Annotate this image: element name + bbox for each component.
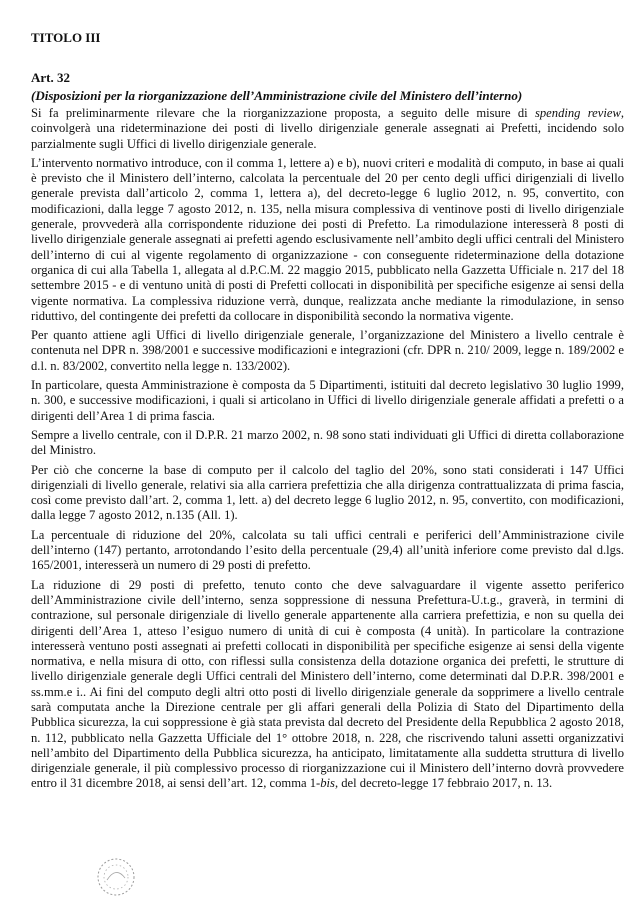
section-title: TITOLO III bbox=[31, 30, 101, 45]
paragraph-5: Sempre a livello centrale, con il D.P.R. 21 marzo 2002, n. 98 sono stati individuati gli Uffici di diretta collaborazione del Ministro. bbox=[31, 427, 624, 458]
paragraph-1: Si fa preliminarmente rilevare che la riorganizzazione proposta, a seguito delle misure di spending review, coinvolgerà una rideterminazione dei posti di livello dirigenziale generale assegnati ai Prefetti, incidendo solo parzialmente sugli Uffici di livello dirigenziale generale. bbox=[31, 106, 625, 151]
paragraph-8: La riduzione di 29 posti di prefetto, tenuto conto che deve salvaguardare il vigente assetto periferico dell’Amministrazione civile dell’interno, senza soppressione di nessuna Prefettura-U.t.g., graverà, in termini di contrazione, sul personale dirigenziale di livello generale appartenente alla carriera prefettizia, e non su quella dei dirigenti dell’Area 1, atteso l’esiguo numero di unità di cui è composta (4 unità). In particolare la contrazione interesserà ventuno posti assegnati ai prefetti collocati in disponibilità per specifiche esigenze ai sensi della vigente normativa, e nella misura di otto, con riflessi sulla consistenza della dotazione organica dei prefetti, le strutture di livello dirigenziale generale degli Uffici centrali del Ministero dell’interno, come determinati dal D.P.R. 398/2001 e ss.mm.e i.. Ai fini del computo degli altri otto posti di livello dirigenziale generale da sopprimere a livello centrale sarà computata anche la Direzione centrale per gli affari generali della Polizia di Stato del Dipartimento della Pubblica sicurezza, la cui soppressione è già stata prevista dal decreto del Presidente della Repubblica 2 agosto 2018, n. 112, pubblicato nella Gazzetta Ufficiale del 1° ottobre 2018, n. 228, che riscrivendo taluni assetti organizzativi nell’ambito del Dipartimento della Pubblica sicurezza, ha anticipato, limitatamente alla suddetta struttura di livello dirigenziale generale, il più complessivo processo di riorganizzazione cui il Ministero dell’interno dovrà provvedere entro il 31 dicembre 2018, ai sensi dell’art. 12, comma 1-bis, del decreto-legge 17 febbraio 2017, n. 13. bbox=[31, 577, 624, 791]
paragraph-2: L’intervento normativo introduce, con il comma 1, lettere a) e b), nuovi criteri e modalità di computo, in base ai quali è previsto che il Ministero dell’interno, calcolata la percentuale del 20 per cento degli uffici dirigenziali di livello generale prevista dall’articolo 2, comma 1, lettera a), del decreto-legge 6 luglio 2012, n. 95, convertito, con modificazioni, dalla legge 7 agosto 2012, n. 135, nella misura complessiva di ventinove posti di livello dirigenziale generale, provvederà alla corrispondente riduzione dei posti di Prefetto. La rimodulazione interesserà 8 posti di livello dirigenziale generale assegnati ai prefetti agendo esclusivamente nell’ambito degli uffici centrali del Ministero dell’interno di cui al vigente regolamento di organizzazione - con conseguente rideterminazione della dotazione organica di cui alla Tabella 1, allegata al d.P.C.M. 22 maggio 2015, pubblicato nella Gazzetta Ufficiale n. 217 del 18 settembre 2015 - e di ventuno unità di posti di Prefetti collocati in disponibilità per specifiche esigenze ai sensi della vigente normativa. La complessiva riduzione verrà, dunque, realizzata anche mediante la rimodulazione, in senso riduttivo, del contingente dei prefetti da collocare in disponibilità secondo la normativa vigente. bbox=[31, 155, 624, 323]
document-page bbox=[31, 30, 624, 796]
article-heading: (Disposizioni per la riorganizzazione dell’Amministrazione civile del Ministero dell’interno) bbox=[31, 88, 523, 103]
paragraph-7: La percentuale di riduzione del 20%, calcolata su tali uffici centrali e periferici dell’Amministrazione civile dell’interno (147) pertanto, arrotondando l’esito della percentuale (29,4) all’unità inferiore come previsto dal d.lgs. 165/2001, interesserà un numero di 29 posti di prefetto. bbox=[31, 527, 624, 573]
paragraph-4: In particolare, questa Amministrazione è composta da 5 Dipartimenti, istituiti dal decreto legislativo 30 luglio 1999, n. 300, e successive modificazioni, i quali si articolano in Uffici di livello dirigenziale generale affidati a prefetti o a dirigenti dell’Area 1 di prima fascia. bbox=[31, 378, 624, 423]
stamp-icon bbox=[95, 856, 137, 898]
paragraph-3: Per quanto attiene agli Uffici di livello dirigenziale generale, l’organizzazione del Ministero a livello centrale è contenuta nel DPR n. 398/2001 e successive modificazioni e integrazioni (cfr. DPR n. 210/ 2009, legge n. 189/2002 e d.l. n. 83/2002, convertito nella legge n. 133/2002). bbox=[31, 328, 624, 373]
paragraph-6: Per ciò che concerne la base di computo per il calcolo del taglio del 20%, sono stati considerati i 147 Uffici dirigenziali di livello generale, relativi sia alla carriera prefettizia che alla dirigenza contrattualizzata di prima fascia, così come previsto dall’art. 2, comma 1, lett. a) del decreto legge 6 luglio 2012, n. 95, convertito, con modificazioni, dalla legge 7 agosto 2012, n.135 (All. 1). bbox=[31, 462, 624, 523]
article-number: Art. 32 bbox=[31, 70, 70, 85]
